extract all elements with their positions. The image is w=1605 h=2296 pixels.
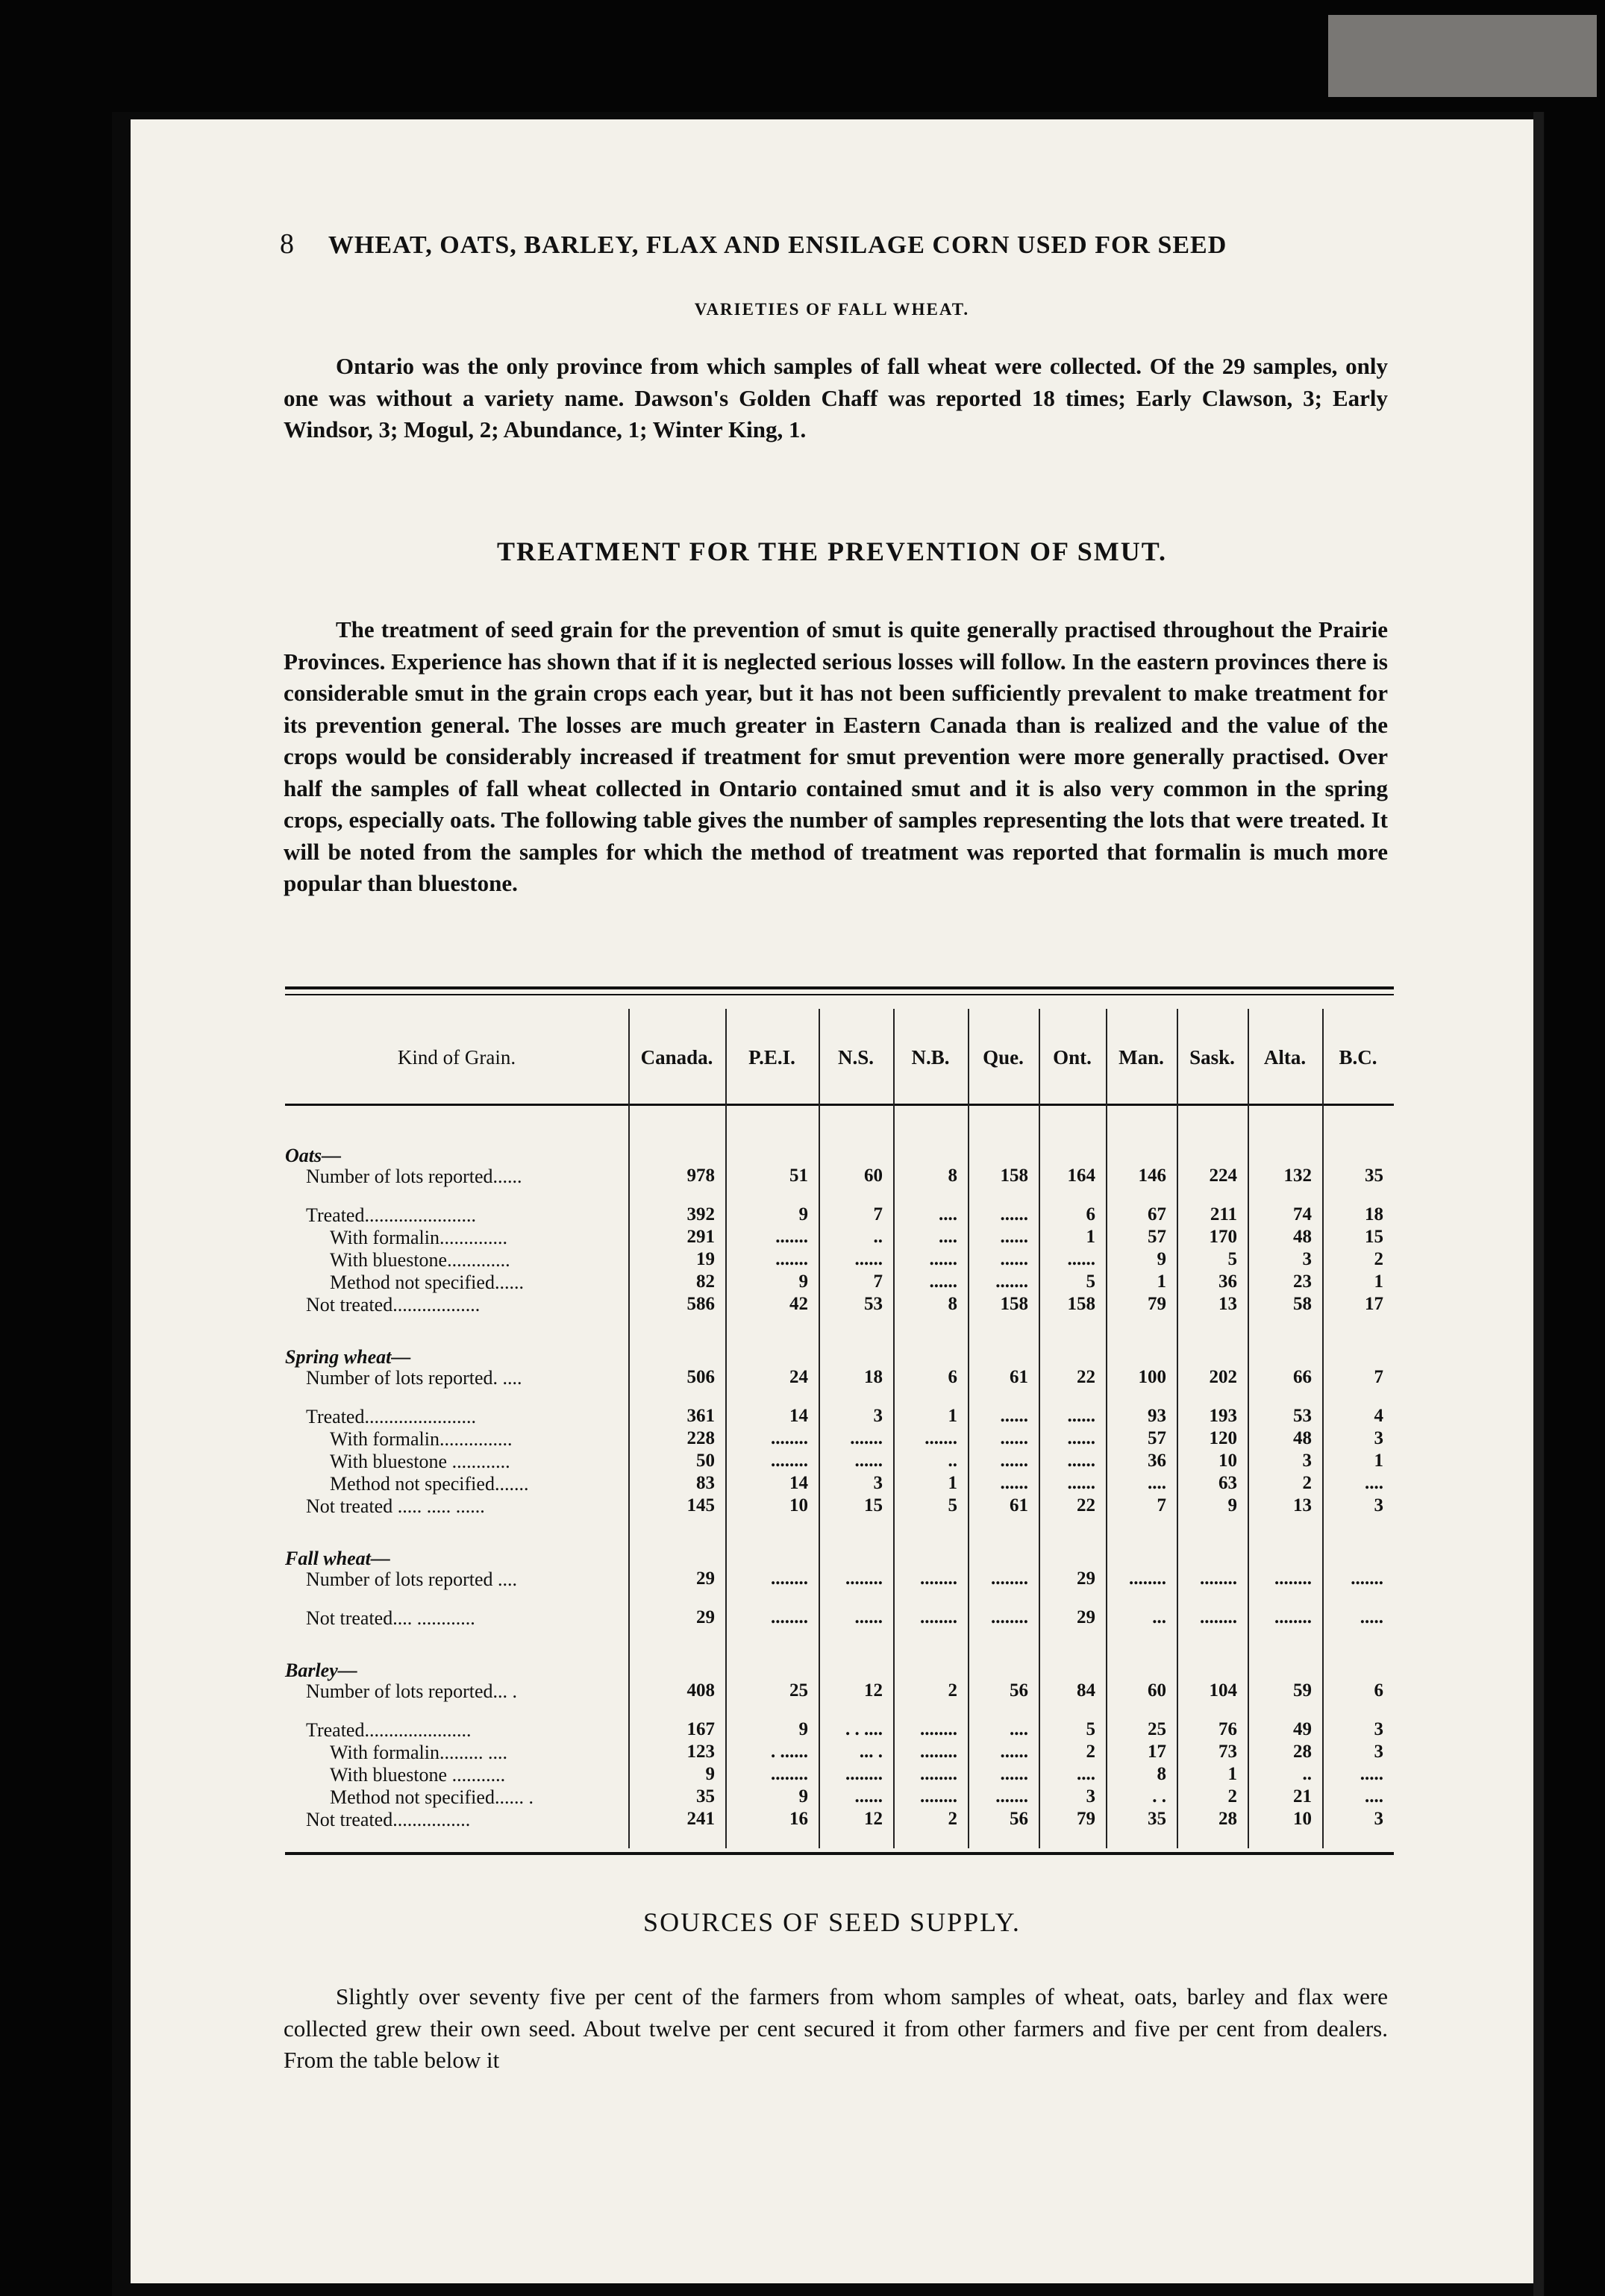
table-cell: ........ [920, 1719, 957, 1739]
table-cell: .... [1077, 1764, 1095, 1784]
table-cell: 63 [1218, 1473, 1237, 1493]
table-cell: 9 [798, 1786, 808, 1807]
paragraph-text: The treatment of seed grain for the prevention of smut is quite generally practised throughout the Prairie Provinces. Experience has shown that if it is neglected serious losses will follow. In the eastern provinces there is considerable smut in the grain crops each year, but it has not been sufficiently prevalent to make treatment for its prevention general. The losses are much greater in Eastern Canada than is realized and the value of the crops would be considerably increased if treatment for smut prevention were more generally practised. Over half the samples of fall wheat collected in Ontario contained smut and it is also very common in the spring crops, especially oats. The following table gives the number of samples representing the lots that were treated. It will be noted from the samples for which the method of treatment was reported that formalin is much more popular than bluestone. [284, 616, 1388, 896]
table-cell: 13 [1218, 1294, 1237, 1314]
table-cell: 978 [686, 1166, 715, 1186]
table-cell: ...... [854, 1451, 883, 1471]
table-cell: 408 [686, 1680, 715, 1701]
table-cell: 2 [948, 1809, 957, 1829]
table-cell: 8 [948, 1294, 957, 1314]
table-cell: .... [1365, 1786, 1383, 1807]
table-cell: 56 [1010, 1680, 1028, 1701]
table-cell: 15 [864, 1495, 883, 1515]
table-cell: ...... [1067, 1406, 1095, 1426]
table-cell: 2 [1374, 1249, 1383, 1269]
table-cell: .... [1010, 1719, 1028, 1739]
table-cell: 19 [696, 1249, 715, 1269]
table-cell: 2 [1302, 1473, 1312, 1493]
table-cell: .. [948, 1451, 957, 1471]
table-cell: ....... [775, 1249, 808, 1269]
table-cell: 241 [686, 1809, 715, 1829]
table-cell: 25 [1148, 1719, 1166, 1739]
row-label: Number of lots reported .... [306, 1568, 518, 1590]
table-cell: 35 [1148, 1809, 1166, 1829]
table-cell: 120 [1209, 1428, 1237, 1448]
table-cell: 1 [1086, 1227, 1095, 1247]
row-label: Not treated.................. [306, 1294, 481, 1316]
row-label: Treated...................... [306, 1719, 472, 1741]
table-cell: 392 [686, 1204, 715, 1224]
table-cell: 104 [1209, 1680, 1237, 1701]
table-cell: 14 [789, 1473, 808, 1493]
table-cell: 53 [864, 1294, 883, 1314]
table-cell: 21 [1293, 1786, 1312, 1807]
smut-treatment-table [285, 986, 1394, 1859]
table-cell: 1 [1157, 1271, 1166, 1292]
table-bottom-rule [285, 1852, 1394, 1855]
table-cell: 10 [789, 1495, 808, 1515]
table-cell: 66 [1293, 1367, 1312, 1387]
table-cell: ....... [995, 1271, 1028, 1292]
table-cell: 193 [1209, 1406, 1237, 1426]
table-cell: 146 [1138, 1166, 1166, 1186]
row-label: Method not specified...... [330, 1271, 524, 1293]
table-cell: 82 [696, 1271, 715, 1292]
table-cell: 9 [798, 1719, 808, 1739]
table-cell: 6 [1086, 1204, 1095, 1224]
table-cell: 17 [1365, 1294, 1383, 1314]
table-cell: ....... [850, 1428, 883, 1448]
table-cell: .. [1302, 1764, 1312, 1784]
table-cell: 60 [864, 1166, 883, 1186]
table-cell: 25 [789, 1680, 808, 1701]
scan-edge-strip [1328, 15, 1597, 97]
table-cell: 29 [1077, 1568, 1095, 1589]
row-label: Not treated ..... ..... ...... [306, 1495, 485, 1517]
table-cell: ...... [1000, 1742, 1028, 1762]
table-cell: ....... [995, 1786, 1028, 1807]
table-cell: 164 [1067, 1166, 1095, 1186]
running-title: WHEAT, OATS, BARLEY, FLAX AND ENSILAGE CORN USED FOR SEED [328, 231, 1227, 259]
table-cell: 48 [1293, 1428, 1312, 1448]
table-cell: ...... [1067, 1473, 1095, 1493]
table-cell: ........ [920, 1568, 957, 1589]
table-cell: ........ [771, 1451, 808, 1471]
table-cell: 1 [1227, 1764, 1237, 1784]
table-cell: 35 [696, 1786, 715, 1807]
table-cell: 73 [1218, 1742, 1237, 1762]
column-header: N.B. [911, 1046, 950, 1069]
table-cell: 18 [1365, 1204, 1383, 1224]
table-cell: .... [1365, 1473, 1383, 1493]
running-header [280, 228, 1384, 260]
table-cell: ........ [1274, 1607, 1312, 1627]
table-cell: 145 [686, 1495, 715, 1515]
table-cell: 2 [1227, 1786, 1237, 1807]
table-cell: 158 [1067, 1294, 1095, 1314]
table-cell: 158 [1000, 1166, 1028, 1186]
table-cell: 3 [1374, 1428, 1383, 1448]
row-label: Number of lots reported. .... [306, 1367, 522, 1389]
table-cell: 9 [798, 1204, 808, 1224]
table-cell: ...... [1000, 1428, 1028, 1448]
table-cell: 2 [1086, 1742, 1095, 1762]
table-cell: 3 [873, 1406, 883, 1426]
table-cell: ...... [854, 1607, 883, 1627]
table-cell: 42 [789, 1294, 808, 1314]
table-cell: ... [1152, 1607, 1166, 1627]
row-label: Number of lots reported... . [306, 1680, 518, 1702]
table-cell: 132 [1283, 1166, 1312, 1186]
row-label: Treated....................... [306, 1204, 476, 1226]
paragraph-fall-wheat-varieties [284, 351, 1388, 446]
table-cell: ........ [920, 1786, 957, 1807]
table-cell: 1 [948, 1473, 957, 1493]
table-cell: 3 [1302, 1451, 1312, 1471]
table-cell: 12 [864, 1809, 883, 1829]
row-label: Not treated.... ............ [306, 1607, 475, 1629]
table-cell: 123 [686, 1742, 715, 1762]
table-cell: ...... [1067, 1249, 1095, 1269]
table-cell: 22 [1077, 1495, 1095, 1515]
column-header: P.E.I. [748, 1046, 795, 1069]
table-cell: 14 [789, 1406, 808, 1426]
paragraph-smut-treatment [284, 614, 1388, 900]
table-cell: ...... [854, 1786, 883, 1807]
table-cell: 7 [873, 1271, 883, 1292]
subheading: VARIETIES OF FALL WHEAT. [694, 300, 970, 319]
table-cell: 60 [1148, 1680, 1166, 1701]
table-cell: 211 [1210, 1204, 1237, 1224]
paragraph-text: Ontario was the only province from which samples of fall wheat were collected. Of the 29 samples, only one was without a variety name. Dawson's Golden Chaff was reported 18 times; Early Clawson, 3; Early Windsor, 3; Mogul, 2; Abundance, 1; Winter King, 1. [284, 353, 1388, 442]
table-top-rule [285, 986, 1394, 989]
table-cell: 9 [705, 1764, 715, 1784]
table-cell: 7 [1374, 1367, 1383, 1387]
table-cell: 48 [1293, 1227, 1312, 1247]
table-cell: 76 [1218, 1719, 1237, 1739]
table-cell: 3 [1374, 1719, 1383, 1739]
column-header: Que. [983, 1046, 1024, 1069]
table-cell: ...... [1000, 1451, 1028, 1471]
table-cell: 50 [696, 1451, 715, 1471]
table-cell: 3 [1374, 1742, 1383, 1762]
table-cell: 167 [686, 1719, 715, 1739]
table-cell: 49 [1293, 1719, 1312, 1739]
table-cell: 7 [1157, 1495, 1166, 1515]
table-top-rule-thin [285, 994, 1394, 995]
table-cell: ...... [1000, 1204, 1028, 1224]
column-header: Man. [1119, 1046, 1164, 1069]
paragraph-seed-supply [284, 1981, 1388, 2077]
table-cell: 36 [1218, 1271, 1237, 1292]
table-cell: ....... [775, 1227, 808, 1247]
table-cell: 100 [1138, 1367, 1166, 1387]
table-cell: 7 [873, 1204, 883, 1224]
table-cell: 10 [1218, 1451, 1237, 1471]
group-label: Oats— [285, 1145, 342, 1166]
column-header: Ont. [1053, 1046, 1092, 1069]
table-header-rule [285, 1104, 1394, 1106]
table-cell: ........ [1274, 1568, 1312, 1589]
table-cell: ........ [771, 1764, 808, 1784]
group-label: Barley— [285, 1660, 357, 1681]
row-label: With bluestone............. [330, 1249, 510, 1271]
column-header: N.S. [837, 1046, 874, 1069]
table-cell: ...... [1000, 1764, 1028, 1784]
table-cell: .. [873, 1227, 883, 1247]
table-cell: 9 [1157, 1249, 1166, 1269]
column-header: Sask. [1189, 1046, 1235, 1069]
row-label: Treated....................... [306, 1406, 476, 1427]
table-cell: ...... [1000, 1249, 1028, 1269]
table-cell: 6 [1374, 1680, 1383, 1701]
table-cell: 1 [948, 1406, 957, 1426]
table-cell: 5 [948, 1495, 957, 1515]
table-cell: ........ [991, 1607, 1028, 1627]
table-cell: 58 [1293, 1294, 1312, 1314]
table-cell: 16 [789, 1809, 808, 1829]
table-cell: ........ [845, 1764, 883, 1784]
row-label: With formalin............... [330, 1428, 513, 1450]
table-cell: 56 [1010, 1809, 1028, 1829]
table-cell: ........ [991, 1568, 1028, 1589]
table-cell: 2 [948, 1680, 957, 1701]
table-cell: ...... [1000, 1473, 1028, 1493]
table-cell: 59 [1293, 1680, 1312, 1701]
table-cell: ........ [771, 1568, 808, 1589]
table-cell: 36 [1148, 1451, 1166, 1471]
table-cell: 57 [1148, 1227, 1166, 1247]
table-cell: 291 [686, 1227, 715, 1247]
table-cell: 83 [696, 1473, 715, 1493]
table-cell: 79 [1148, 1294, 1166, 1314]
table-cell: 3 [1086, 1786, 1095, 1807]
table-cell: ...... [1067, 1428, 1095, 1448]
table-cell: ........ [1200, 1607, 1237, 1627]
group-label: Fall wheat— [285, 1548, 390, 1569]
section-title-smut: TREATMENT FOR THE PREVENTION OF SMUT. [496, 537, 1168, 566]
column-header: Kind of Grain. [397, 1046, 516, 1069]
table-cell: ...... [1000, 1406, 1028, 1426]
table-cell: 29 [696, 1568, 715, 1589]
table-cell: 5 [1086, 1719, 1095, 1739]
column-header: B.C. [1339, 1046, 1377, 1069]
table-cell: .... [1148, 1473, 1166, 1493]
table-cell: 1 [1374, 1271, 1383, 1292]
table-cell: 5 [1086, 1271, 1095, 1292]
table-cell: ....... [1351, 1568, 1383, 1589]
table-cell: .... [939, 1204, 957, 1224]
table-cell: 12 [864, 1680, 883, 1701]
table-cell: 8 [948, 1166, 957, 1186]
row-label: With bluestone ............ [330, 1451, 510, 1472]
row-label: With formalin.............. [330, 1227, 507, 1248]
page-number: 8 [280, 228, 295, 260]
table-cell: . . .... [845, 1719, 883, 1739]
table-cell: 17 [1148, 1742, 1166, 1762]
table-cell: 53 [1293, 1406, 1312, 1426]
table-cell: . . [1152, 1786, 1166, 1807]
table-cell: 361 [686, 1406, 715, 1426]
row-label: Method not specified....... [330, 1473, 529, 1495]
table-cell: 4 [1374, 1406, 1383, 1426]
section-title-seed-supply: SOURCES OF SEED SUPPLY. [643, 1907, 1021, 1937]
group-label: Spring wheat— [285, 1346, 411, 1368]
table-cell: ........ [771, 1428, 808, 1448]
table-cell: 15 [1365, 1227, 1383, 1247]
table-cell: . ...... [771, 1742, 808, 1762]
row-label: Method not specified...... . [330, 1786, 534, 1808]
table-cell: ...... [1067, 1451, 1095, 1471]
row-label: Number of lots reported...... [306, 1166, 522, 1187]
table-cell: ........ [771, 1607, 808, 1627]
table-cell: ..... [1360, 1764, 1383, 1784]
table-cell: 79 [1077, 1809, 1095, 1829]
table-cell: ... . [859, 1742, 883, 1762]
table-cell: 586 [686, 1294, 715, 1314]
table-cell: ...... [1000, 1227, 1028, 1247]
table-cell: 506 [686, 1367, 715, 1387]
paragraph-text: Slightly over seventy five per cent of the farmers from whom samples of wheat, oats, barley and flax were collected grew their own seed. About twelve per cent secured it from other farmers and five per cent from dealers. From the table below it [284, 1983, 1388, 2073]
table-cell: 1 [1374, 1451, 1383, 1471]
table-cell: 61 [1010, 1367, 1028, 1387]
table-cell: ...... [929, 1249, 957, 1269]
table-cell: 3 [1302, 1249, 1312, 1269]
table-cell: ........ [845, 1568, 883, 1589]
table-cell: ........ [920, 1742, 957, 1762]
table-cell: 57 [1148, 1428, 1166, 1448]
table-cell: ..... [1360, 1607, 1383, 1627]
table-cell: 170 [1209, 1227, 1237, 1247]
table-cell: 61 [1010, 1495, 1028, 1515]
table-cell: ........ [1200, 1568, 1237, 1589]
column-header: Alta. [1263, 1046, 1307, 1069]
table-cell: 228 [686, 1428, 715, 1448]
table-cell: 24 [789, 1367, 808, 1387]
table-cell: 3 [873, 1473, 883, 1493]
table-cell: ...... [929, 1271, 957, 1292]
column-header: Canada. [640, 1046, 713, 1069]
table-cell: .... [939, 1227, 957, 1247]
table-cell: 18 [864, 1367, 883, 1387]
table-cell: 202 [1209, 1367, 1237, 1387]
table-cell: 22 [1077, 1367, 1095, 1387]
table-cell: 29 [696, 1607, 715, 1627]
table-cell: 84 [1077, 1680, 1095, 1701]
row-label: With formalin......... .... [330, 1742, 507, 1763]
table-cell: 224 [1209, 1166, 1237, 1186]
table-cell: 6 [948, 1367, 957, 1387]
table-cell: 5 [1227, 1249, 1237, 1269]
table-cell: 9 [798, 1271, 808, 1292]
table-cell: ....... [924, 1428, 957, 1448]
table-cell: 51 [789, 1166, 808, 1186]
table-cell: 23 [1293, 1271, 1312, 1292]
table-cell: 28 [1218, 1809, 1237, 1829]
row-label: Not treated................ [306, 1809, 471, 1830]
table-cell: 29 [1077, 1607, 1095, 1627]
table-cell: 9 [1227, 1495, 1237, 1515]
table-cell: 3 [1374, 1809, 1383, 1829]
table-cell: ........ [920, 1764, 957, 1784]
table-cell: ........ [920, 1607, 957, 1627]
table-cell: 3 [1374, 1495, 1383, 1515]
table-cell: 158 [1000, 1294, 1028, 1314]
page-binding-edge [1533, 112, 1544, 2296]
table-cell: 28 [1293, 1742, 1312, 1762]
table-cell: 74 [1293, 1204, 1312, 1224]
table-cell: 35 [1365, 1166, 1383, 1186]
table-cell: 8 [1157, 1764, 1166, 1784]
row-label: With bluestone ........... [330, 1764, 506, 1786]
table-cell: 67 [1148, 1204, 1166, 1224]
table-cell: 93 [1148, 1406, 1166, 1426]
table-cell: ...... [854, 1249, 883, 1269]
table-cell: ........ [1129, 1568, 1166, 1589]
table-cell: 13 [1293, 1495, 1312, 1515]
table-cell: 10 [1293, 1809, 1312, 1829]
